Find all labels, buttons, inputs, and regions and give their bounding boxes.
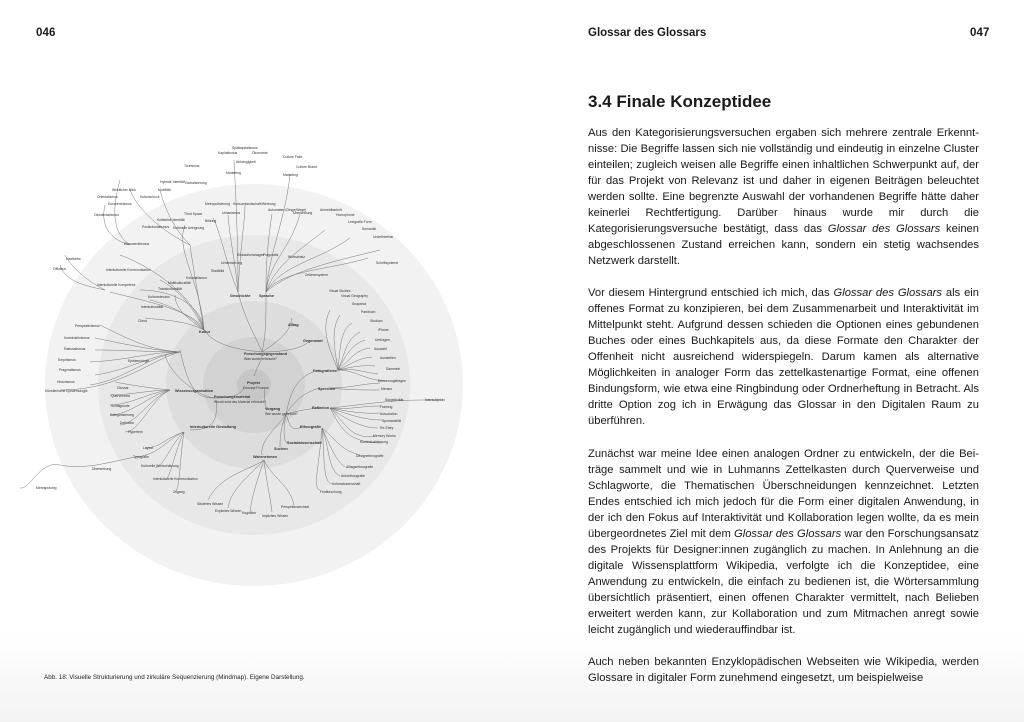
svg-text:Postkolonialismus: Postkolonialismus <box>142 225 170 229</box>
svg-text:Definition: Definition <box>120 421 135 425</box>
paragraph-2: Vor diesem Hintergrund entschied ich mich, das Glossar des Glossars als ein offenes Format zu konzipieren, bei dem Zusammenarbeit und Interaktivität im Mittelpunkt steht. Aufgrund dessen schieden die Optionen eines gebundenen Buches oder eines Buchkapitels aus, da diese Formate den Charakter der Offenheit nicht ausreichend widerspiegeln. Darum kamen als alternative Möglichkeiten in analoger Form das zettelkastenartige Format, eine offenen Bindungsform, wie etwa eine Ringbindung oder Ordnerheftung in Betracht. Als dritte Option zog ich in Erwägung das Glossar in den Digitalen Raum zu überführen. <box>588 287 980 427</box>
svg-text:Parkbuch: Parkbuch <box>361 310 376 314</box>
svg-text:Konzept Prozess: Konzept Prozess <box>243 386 269 390</box>
svg-text:Third Space: Third Space <box>184 212 203 216</box>
svg-text:Eurozentrismus: Eurozentrismus <box>108 202 132 206</box>
svg-text:Gegenwart: Gegenwart <box>303 339 323 343</box>
concentric-rings <box>45 184 463 586</box>
svg-text:Interkulturelle Kommunikation: Interkulturelle Kommunikation <box>153 477 198 481</box>
svg-text:Anmeldbarkeit: Anmeldbarkeit <box>320 208 342 212</box>
svg-text:Metropolisierung: Metropolisierung <box>205 202 231 206</box>
italic-title: Glossar des Glossars <box>827 223 941 235</box>
svg-text:Erinnerungsfragen: Erinnerungsfragen <box>378 379 406 383</box>
svg-text:Spontaneität: Spontaneität <box>382 419 402 423</box>
svg-text:Re-Entry: Re-Entry <box>380 426 394 430</box>
svg-text:Bildung: Bildung <box>205 219 217 223</box>
svg-text:Lexigrafie Form: Lexigrafie Form <box>348 220 372 224</box>
svg-text:Stadtbild: Stadtbild <box>211 269 225 273</box>
svg-text:Übersetzung: Übersetzung <box>293 211 313 215</box>
svg-text:Spätkapitalismus: Spätkapitalismus <box>232 146 258 150</box>
svg-text:Zugang: Zugang <box>173 490 185 494</box>
svg-text:Kontextualisierung: Kontextualisierung <box>360 440 388 444</box>
svg-text:Wortschatz: Wortschatz <box>288 255 305 259</box>
svg-text:Visual Geography: Visual Geography <box>341 294 368 298</box>
svg-text:Westlicher Blick: Westlicher Blick <box>112 188 136 192</box>
svg-text:Womit wird das Material erfors: Womit wird das Material erforscht? <box>214 400 267 404</box>
svg-text:Reflexion: Reflexion <box>312 406 330 410</box>
svg-text:Ökonomie: Ökonomie <box>252 151 268 155</box>
svg-text:Hautfarbe: Hautfarbe <box>66 257 81 261</box>
svg-text:Forschungsgegenstand: Forschungsgegenstand <box>244 352 288 356</box>
running-title: Glossar des Glossars <box>588 27 707 39</box>
italic-title: Glossar des Glossars <box>734 528 842 540</box>
svg-text:Perspektivismus: Perspektivismus <box>75 324 100 328</box>
svg-text:Mensur: Mensur <box>381 387 393 391</box>
italic-title: Glossar des Glossars <box>833 287 942 299</box>
svg-text:Framing: Framing <box>380 405 393 409</box>
right-page-number: 047 <box>970 27 990 39</box>
svg-text:Alltagsethnografie: Alltagsethnografie <box>346 465 374 469</box>
svg-text:Sozialwissenschaft: Sozialwissenschaft <box>287 441 322 445</box>
svg-text:Situiertes Wissen: Situiertes Wissen <box>197 502 224 506</box>
svg-text:Studium: Studium <box>370 319 383 323</box>
mindmap-figure <box>0 130 560 660</box>
svg-text:Explizites Wissen: Explizites Wissen <box>215 509 242 513</box>
paragraph-3: Zunächst war meine Idee einen analogen Ordner zu entwickeln, der die Beiträge sammelt und wie in Luhmanns Zettelkasten durch Querverweise und Schlagworte, die Thematischen Überschneidungen kennzeichnet. Letzten Endes entschied ich mich jedoch für die Form einer digitalen Anwendung, in der ich den Fokus auf Interaktivität und Kollaboration legen wollte, da es mein übergeordnetes Ziel mit dem Glossar des Glossars war den Forschungsansatz des Projekts für Designer:innen zugänglich zu machen. In Anlehnung an die digitale Wissensplattform Wikipedia, verfolgte ich die Konzeptidee, eine Anwendung zu entwickeln, die einfach zu bedienen ist, die Wörtersammlung übersichtlich präsentiert, einen offenen Charakter vermittelt, nach Belieben erweitert werden kann, zur Kollaboration und zum Mitmachen anregt sowie leicht zugänglich und wiederauffindbar ist. <box>588 448 980 636</box>
svg-text:Typografie: Typografie <box>133 455 149 459</box>
svg-text:Urbanisierung: Urbanisierung <box>221 261 243 265</box>
svg-text:Ethnozentrismus: Ethnozentrismus <box>124 242 150 246</box>
svg-text:Assoziation: Assoziation <box>380 412 398 416</box>
svg-text:Sprechen: Sprechen <box>318 387 336 391</box>
svg-text:Globalisierung: Globalisierung <box>185 181 207 185</box>
svg-text:Kapitalismus: Kapitalismus <box>218 151 238 155</box>
svg-text:Kulturrelevanz: Kulturrelevanz <box>148 295 170 299</box>
svg-text:Kulturelle Aneignung: Kulturelle Aneignung <box>173 226 205 230</box>
svg-text:iPhone: iPhone <box>378 328 389 332</box>
svg-text:Ausstellen: Ausstellen <box>380 356 396 360</box>
svg-text:Hybride Identität: Hybride Identität <box>160 180 185 184</box>
svg-text:Interkulturelle Kommunikation: Interkulturelle Kommunikation <box>106 268 151 272</box>
svg-text:Sprache: Sprache <box>259 294 274 298</box>
section-heading: 3.4 Finale Konzeptidee <box>588 92 772 111</box>
svg-text:Culture Brand: Culture Brand <box>296 165 317 169</box>
svg-text:Pragmatismus: Pragmatismus <box>59 368 81 372</box>
svg-text:Kulturschock: Kulturschock <box>140 195 160 199</box>
svg-text:Implizites Wissen: Implizites Wissen <box>262 514 289 518</box>
svg-text:Layout: Layout <box>143 446 154 450</box>
svg-text:Hypertext: Hypertext <box>128 430 143 434</box>
svg-text:Schlagworte: Schlagworte <box>111 404 130 408</box>
svg-text:Umfragen: Umfragen <box>375 338 390 342</box>
svg-text:Zeichensystem: Zeichensystem <box>305 273 328 277</box>
svg-text:Tourismus: Tourismus <box>184 164 200 168</box>
paragraph-4: Auch neben bekannten Enzyklopädischen Webseiten wie Wikipedia, werden Glossare in digitaler Form zunehmend eingesetzt, um beispielweise <box>588 656 979 684</box>
svg-text:Marketing: Marketing <box>226 171 241 175</box>
svg-text:Wissensorganisation: Wissensorganisation <box>175 389 214 393</box>
figure-caption: Abb. 18: Visuelle Strukturierung und zirkuläre Sequenzierung (Mindmap). Eigene Darstellung. <box>44 674 305 681</box>
svg-text:Offizieux: Offizieux <box>53 267 67 271</box>
svg-text:Automaten (Dinge/Wege): Automaten (Dinge/Wege) <box>268 208 307 212</box>
svg-text:Geschichte: Geschichte <box>230 294 251 298</box>
svg-text:Wahrnehmen: Wahrnehmen <box>253 455 277 459</box>
svg-text:Orientalismus: Orientalismus <box>97 195 118 199</box>
svg-text:Semantik: Semantik <box>362 227 377 231</box>
paragraph-1: Aus den Kategorisierungsversuchen ergaben sich mehrere zentrale Erkenntnisse: Die Begriffe lassen sich nie vollständig und eindeutig in einzelne Cluster einteilen; zugleich weisen alle Begriffe einen inhaltlichen Schwerpunkt auf, der für das Projekt von Relevanz ist und daher in eigenen Beiträgen beleuchtet werden sollte. Eine begrenzte Auswahl der vorhandenen Begriffe hätte daher keinerlei Rechtfertigung. Darüber hinaus wurde mir durch die Kategorisierungsversuche bestätigt, dass das Glossar des Glossars keinen abgeschlossenen Zustand erreichen kann, sondern ein stetig wachsendes Netzwerk darstellt. <box>588 127 979 267</box>
svg-text:Memory Works: Memory Works <box>373 434 396 438</box>
svg-text:Empirismus: Empirismus <box>58 358 76 362</box>
svg-text:China: China <box>138 319 147 323</box>
svg-text:Mehrsprachig: Mehrsprachig <box>36 486 57 490</box>
svg-text:Einkaufsmanagen: Einkaufsmanagen <box>237 253 265 257</box>
svg-text:Ethnografie: Ethnografie <box>300 425 322 429</box>
svg-text:Multikulturalität: Multikulturalität <box>168 281 191 285</box>
svg-text:Suchen: Suchen <box>274 447 288 451</box>
svg-text:Übersetzung: Übersetzung <box>92 467 112 471</box>
svg-text:Abhängigkeit: Abhängigkeit <box>236 160 256 164</box>
svg-text:Designethnografie: Designethnografie <box>356 454 384 458</box>
svg-text:Kategorisierung: Kategorisierung <box>110 413 134 417</box>
svg-text:Interkulturalität: Interkulturalität <box>141 305 164 309</box>
svg-text:Undefinierbar: Undefinierbar <box>373 235 394 239</box>
svg-text:Interkulturelle Kompetenz: Interkulturelle Kompetenz <box>97 283 136 287</box>
svg-text:Auswahl: Auswahl <box>374 347 387 351</box>
svg-text:Forschungsmaterial: Forschungsmaterial <box>214 395 251 399</box>
svg-text:Alltag: Alltag <box>288 323 299 327</box>
node-center: Projekt <box>247 381 260 385</box>
left-page-number: 046 <box>36 27 56 39</box>
svg-text:Historismus: Historismus <box>57 380 75 384</box>
svg-text:Okzidentalismus: Okzidentalismus <box>94 213 119 217</box>
svg-text:Pragmatik: Pragmatik <box>263 253 279 257</box>
svg-text:Was wurde erforscht?: Was wurde erforscht? <box>244 357 277 361</box>
svg-text:Künstlerische Epistemologie: Künstlerische Epistemologie <box>45 389 88 393</box>
svg-text:Intersubjektiv: Intersubjektiv <box>425 398 445 402</box>
svg-text:Konsumlandschaft/Werbung: Konsumlandschaft/Werbung <box>233 202 276 206</box>
svg-text:Marketing: Marketing <box>283 173 298 177</box>
svg-text:Kollektive Identität: Kollektive Identität <box>157 218 185 222</box>
svg-text:Rationalismus: Rationalismus <box>64 347 86 351</box>
svg-text:Urbanismus: Urbanismus <box>222 211 241 215</box>
svg-text:Transkulturalität: Transkulturalität <box>158 287 182 291</box>
svg-text:Autoethnografie: Autoethnografie <box>341 474 365 478</box>
svg-text:Culture Fake: Culture Fake <box>283 155 303 159</box>
svg-text:Kognition: Kognition <box>242 511 257 515</box>
svg-text:Subjektivität: Subjektivität <box>385 398 404 402</box>
svg-text:Feldforschung: Feldforschung <box>320 490 342 494</box>
svg-text:Fotografieren: Fotografieren <box>313 369 338 373</box>
svg-text:Konstruktivismus: Konstruktivismus <box>64 336 90 340</box>
svg-text:Vorgang: Vorgang <box>265 407 281 411</box>
svg-text:Sammeln: Sammeln <box>386 367 401 371</box>
svg-text:Homophone: Homophone <box>336 213 355 217</box>
svg-text:Kulturelle Wertschätzung: Kulturelle Wertschätzung <box>141 464 179 468</box>
svg-text:Kultur: Kultur <box>199 330 211 334</box>
svg-text:Kulturwissenschaft: Kulturwissenschaft <box>332 482 361 486</box>
svg-text:Glossar: Glossar <box>117 386 129 390</box>
svg-text:Visual Studies: Visual Studies <box>329 289 351 293</box>
svg-text:Querverweis: Querverweis <box>111 394 131 398</box>
svg-text:Epistemologie: Epistemologie <box>128 359 150 363</box>
svg-text:Snapshot: Snapshot <box>352 302 367 306</box>
svg-text:Kolonialismus: Kolonialismus <box>186 276 207 280</box>
svg-text:Interkulturelle Gestaltung: Interkulturelle Gestaltung <box>190 425 236 429</box>
svg-text:Wie wurde geforscht?: Wie wurde geforscht? <box>265 412 298 416</box>
svg-text:Schriftsysteme: Schriftsysteme <box>376 261 399 265</box>
svg-text:Mobilität: Mobilität <box>158 188 171 192</box>
svg-text:Perspektivwechsel: Perspektivwechsel <box>281 505 310 509</box>
